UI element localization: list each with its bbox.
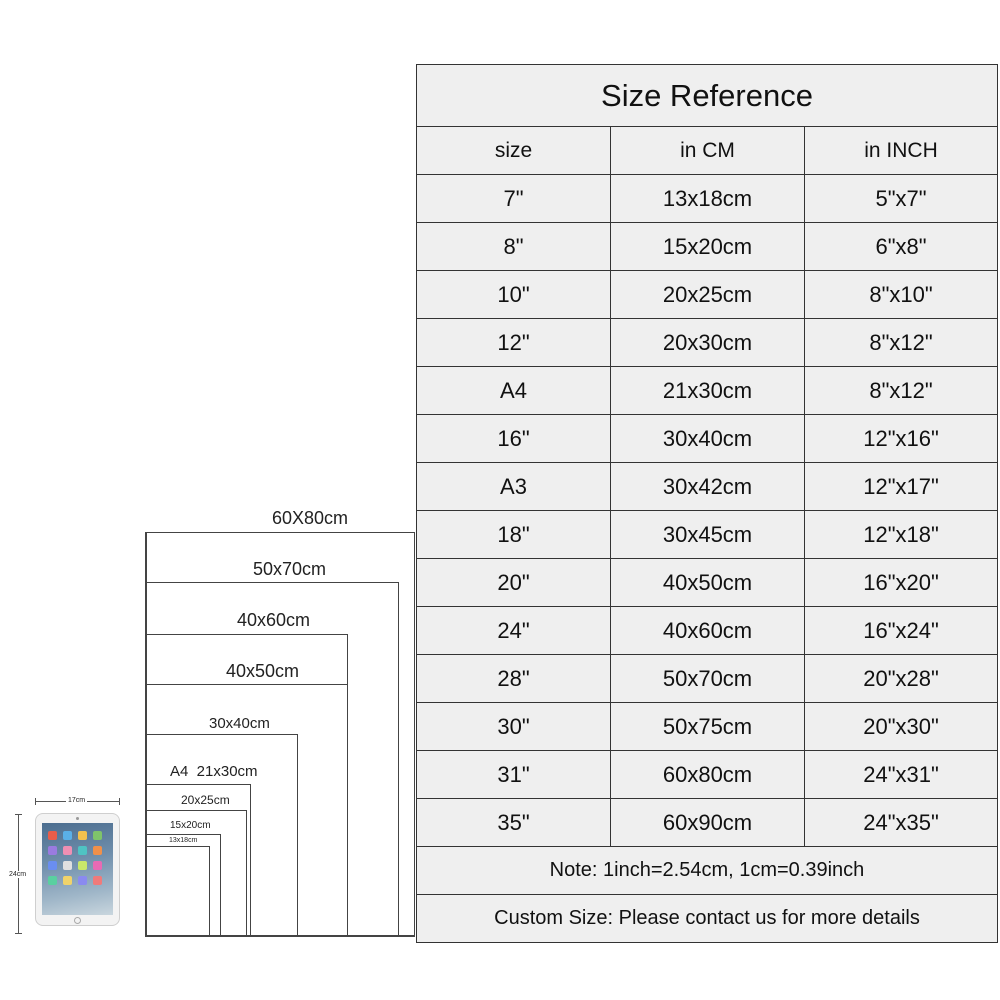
inch-cell: 24"x31": [805, 751, 998, 799]
app-icon: [93, 831, 102, 840]
inch-cell: 20"x28": [805, 655, 998, 703]
inch-cell: 16"x24": [805, 607, 998, 655]
inch-cell: 8"x12": [805, 319, 998, 367]
size-cell: 30": [417, 703, 611, 751]
ipad-scale-reference: [0, 790, 140, 950]
size-cell: 12": [417, 319, 611, 367]
app-icon: [63, 846, 72, 855]
inch-cell: 12"x17": [805, 463, 998, 511]
size-reference-table: [416, 64, 998, 943]
home-button-icon: [74, 917, 81, 924]
table-row: [417, 559, 998, 607]
size-cell: A4: [417, 367, 611, 415]
table-row: [417, 607, 998, 655]
column-header: in CM: [611, 127, 805, 175]
size-cell: 35": [417, 799, 611, 847]
table-row: [417, 319, 998, 367]
inch-cell: 8"x10": [805, 271, 998, 319]
app-icon: [78, 861, 87, 870]
column-header: size: [417, 127, 611, 175]
app-icon: [48, 846, 57, 855]
table-row: [417, 415, 998, 463]
cm-cell: 13x18cm: [611, 175, 805, 223]
size-cell: 16": [417, 415, 611, 463]
table-row: [417, 799, 998, 847]
size-cell: 24": [417, 607, 611, 655]
inch-cell: 16"x20": [805, 559, 998, 607]
size-cell: 18": [417, 511, 611, 559]
table-header-row: [417, 127, 998, 175]
frame-label-30x40: 30x40cm: [209, 715, 270, 732]
frame-13x18: [145, 846, 210, 936]
table-row: [417, 271, 998, 319]
app-icon: [63, 831, 72, 840]
frame-label-50x70: 50x70cm: [253, 559, 327, 579]
frame-label-a4: A4 21x30cm: [170, 763, 258, 780]
frame-label-20x25: 20x25cm: [181, 793, 230, 807]
cm-cell: 40x60cm: [611, 607, 805, 655]
cm-cell: 20x25cm: [611, 271, 805, 319]
inch-cell: 20"x30": [805, 703, 998, 751]
inch-cell: 12"x18": [805, 511, 998, 559]
camera-dot: [76, 817, 79, 820]
table-note: Note: 1inch=2.54cm, 1cm=0.39inch: [417, 847, 998, 895]
cm-cell: 60x80cm: [611, 751, 805, 799]
size-cell: 20": [417, 559, 611, 607]
table-row: [417, 703, 998, 751]
app-icon: [78, 846, 87, 855]
table-row: [417, 463, 998, 511]
custom-size-note-row: [417, 895, 998, 943]
app-icon-grid: [48, 831, 108, 885]
cm-cell: 50x70cm: [611, 655, 805, 703]
ipad-width-label: 17cm: [68, 797, 86, 804]
custom-size-note: Custom Size: Please contact us for more details: [417, 895, 998, 943]
column-header: in INCH: [805, 127, 998, 175]
size-cell: 31": [417, 751, 611, 799]
table-row: [417, 223, 998, 271]
app-icon: [93, 861, 102, 870]
inch-cell: 12"x16": [805, 415, 998, 463]
table-row: [417, 511, 998, 559]
table-title-row: [417, 65, 998, 127]
app-icon: [48, 876, 57, 885]
inch-cell: 5"x7": [805, 175, 998, 223]
frame-label-40x60: 40x60cm: [237, 610, 311, 630]
inch-cell: 24"x35": [805, 799, 998, 847]
ipad-height-label: 24cm: [9, 871, 27, 878]
cm-cell: 30x40cm: [611, 415, 805, 463]
table-row: [417, 751, 998, 799]
size-cell: 10": [417, 271, 611, 319]
frame-label-60x80: 60X80cm: [272, 508, 349, 528]
app-icon: [78, 831, 87, 840]
table-note-row: [417, 847, 998, 895]
app-icon: [63, 876, 72, 885]
table-row: [417, 655, 998, 703]
cm-cell: 30x45cm: [611, 511, 805, 559]
app-icon: [48, 831, 57, 840]
size-cell: 8": [417, 223, 611, 271]
size-cell: A3: [417, 463, 611, 511]
table-title: Size Reference: [417, 65, 998, 127]
cm-cell: 60x90cm: [611, 799, 805, 847]
frame-label-13x18: 13x18cm: [169, 837, 198, 844]
app-icon: [48, 861, 57, 870]
frame-label-15x20: 15x20cm: [170, 820, 211, 831]
cm-cell: 21x30cm: [611, 367, 805, 415]
table-row: [417, 175, 998, 223]
cm-cell: 30x42cm: [611, 463, 805, 511]
inch-cell: 6"x8": [805, 223, 998, 271]
app-icon: [63, 861, 72, 870]
cm-cell: 40x50cm: [611, 559, 805, 607]
app-icon: [93, 876, 102, 885]
cm-cell: 15x20cm: [611, 223, 805, 271]
tablet-icon: [35, 813, 120, 926]
app-icon: [78, 876, 87, 885]
frame-label-40x50: 40x50cm: [226, 661, 300, 681]
size-cell: 7": [417, 175, 611, 223]
app-icon: [93, 846, 102, 855]
size-cell: 28": [417, 655, 611, 703]
cm-cell: 50x75cm: [611, 703, 805, 751]
tablet-screen: [42, 823, 113, 915]
cm-cell: 20x30cm: [611, 319, 805, 367]
inch-cell: 8"x12": [805, 367, 998, 415]
table-row: [417, 367, 998, 415]
